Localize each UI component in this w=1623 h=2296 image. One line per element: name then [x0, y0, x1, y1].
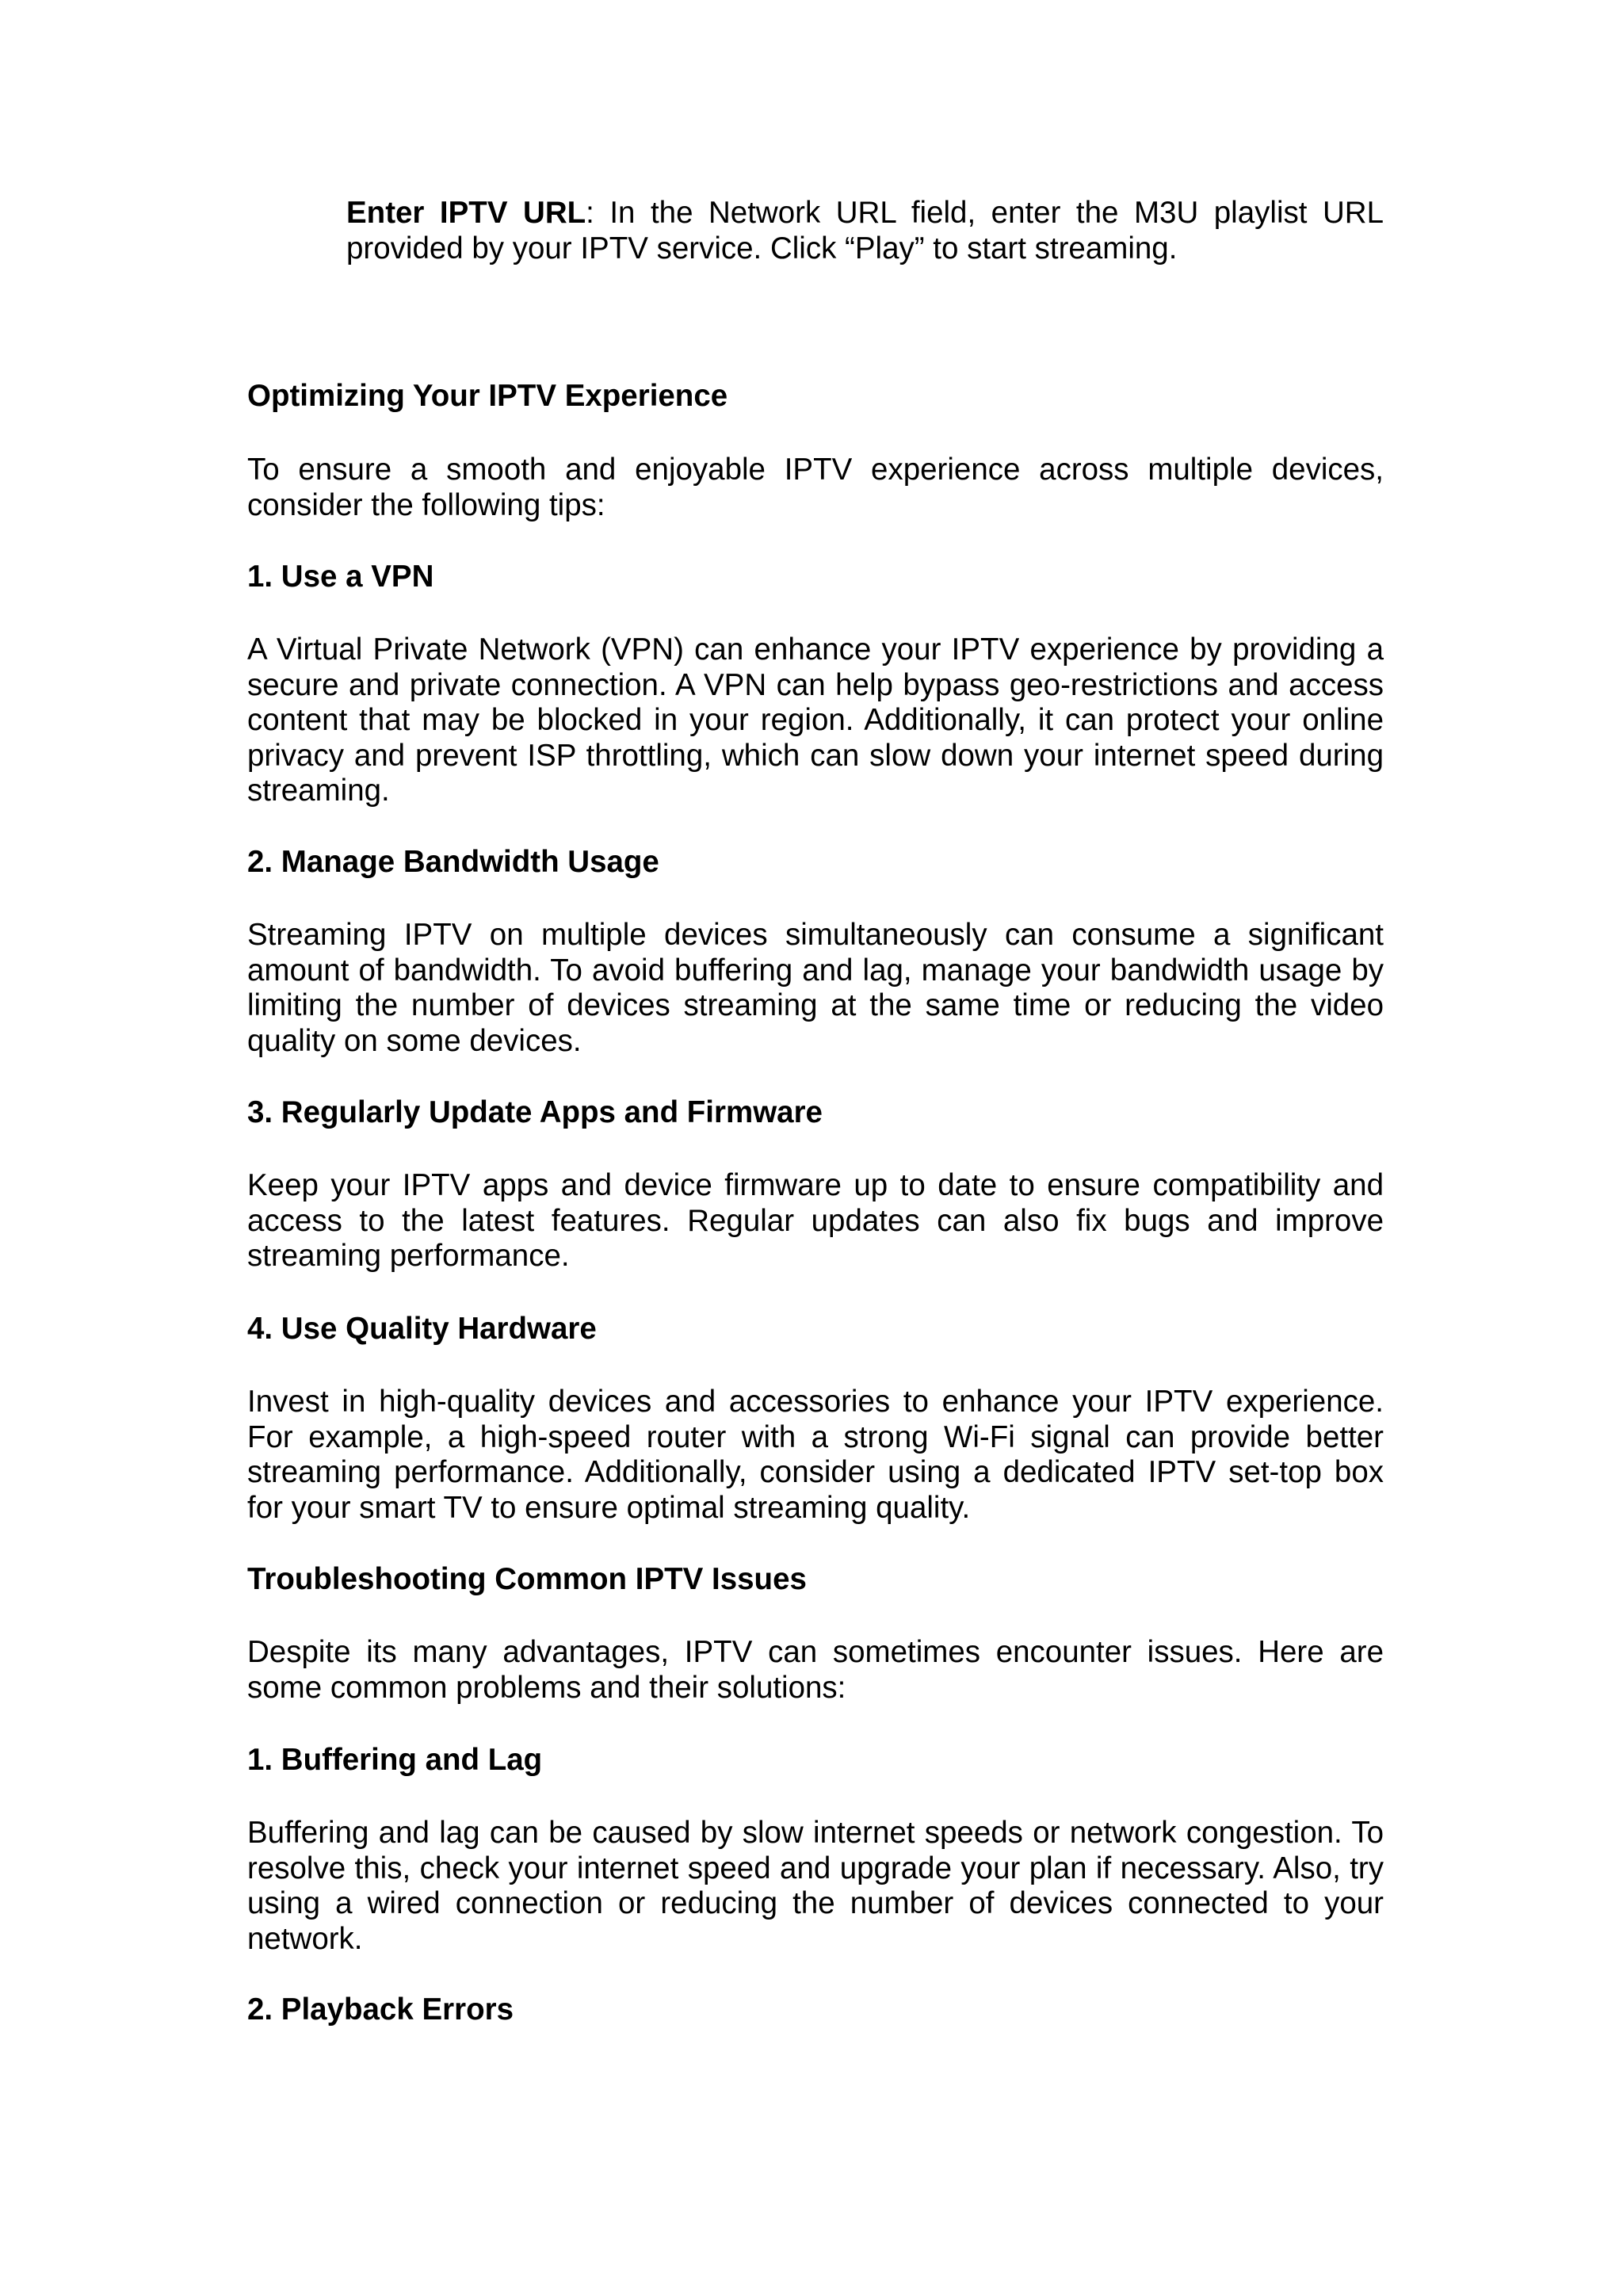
- tip-2-title: 2. Manage Bandwidth Usage: [247, 845, 659, 879]
- tip-4-body: Invest in high-quality devices and accessories to enhance your IPTV experience. For example, a high-speed router with a strong Wi-Fi signal can provide better streaming performance. Additionally, consider using a dedicated IPTV set-top box for your smart TV to ensure optimal streaming quality.: [247, 1385, 1384, 1525]
- intro-text: : In the Network URL field, enter the M3U playlist URL provided by your IPTV service. Click “Play” to start streaming.: [346, 196, 1384, 266]
- optimizing-heading: Optimizing Your IPTV Experience: [247, 379, 728, 413]
- intro-paragraph: [346, 196, 1384, 266]
- tip-1-title: 1. Use a VPN: [247, 560, 434, 594]
- issue-2-title: 2. Playback Errors: [247, 1992, 514, 2027]
- tip-2-body: Streaming IPTV on multiple devices simultaneously can consume a significant amount of bandwidth. To avoid buffering and lag, manage your bandwidth usage by limiting the number of devices streaming at the same time or reducing the video quality on some devices.: [247, 918, 1384, 1058]
- tip-3-body: Keep your IPTV apps and device firmware up to date to ensure compatibility and access to the latest features. Regular updates can also fix bugs and improve streaming performance.: [247, 1168, 1384, 1274]
- optimizing-intro: To ensure a smooth and enjoyable IPTV experience across multiple devices, consider the following tips:: [247, 453, 1384, 522]
- issue-1-body: Buffering and lag can be caused by slow internet speeds or network congestion. To resolve this, check your internet speed and upgrade your plan if necessary. Also, try using a wired connection or reducing the number of devices connected to your network.: [247, 1816, 1384, 1956]
- tip-1-body: A Virtual Private Network (VPN) can enhance your IPTV experience by providing a secure and private connection. A VPN can help bypass geo-restrictions and access content that may be blocked in your region. Additionally, it can protect your online privacy and prevent ISP throttling, which can slow down your internet speed during streaming.: [247, 632, 1384, 808]
- troubleshooting-intro: Despite its many advantages, IPTV can sometimes encounter issues. Here are some common problems and their solutions:: [247, 1635, 1384, 1705]
- intro-label: Enter IPTV URL: [346, 196, 586, 230]
- tip-4-title: 4. Use Quality Hardware: [247, 1312, 597, 1346]
- issue-1-title: 1. Buffering and Lag: [247, 1743, 543, 1777]
- troubleshooting-heading: Troubleshooting Common IPTV Issues: [247, 1562, 807, 1596]
- tip-3-title: 3. Regularly Update Apps and Firmware: [247, 1095, 823, 1129]
